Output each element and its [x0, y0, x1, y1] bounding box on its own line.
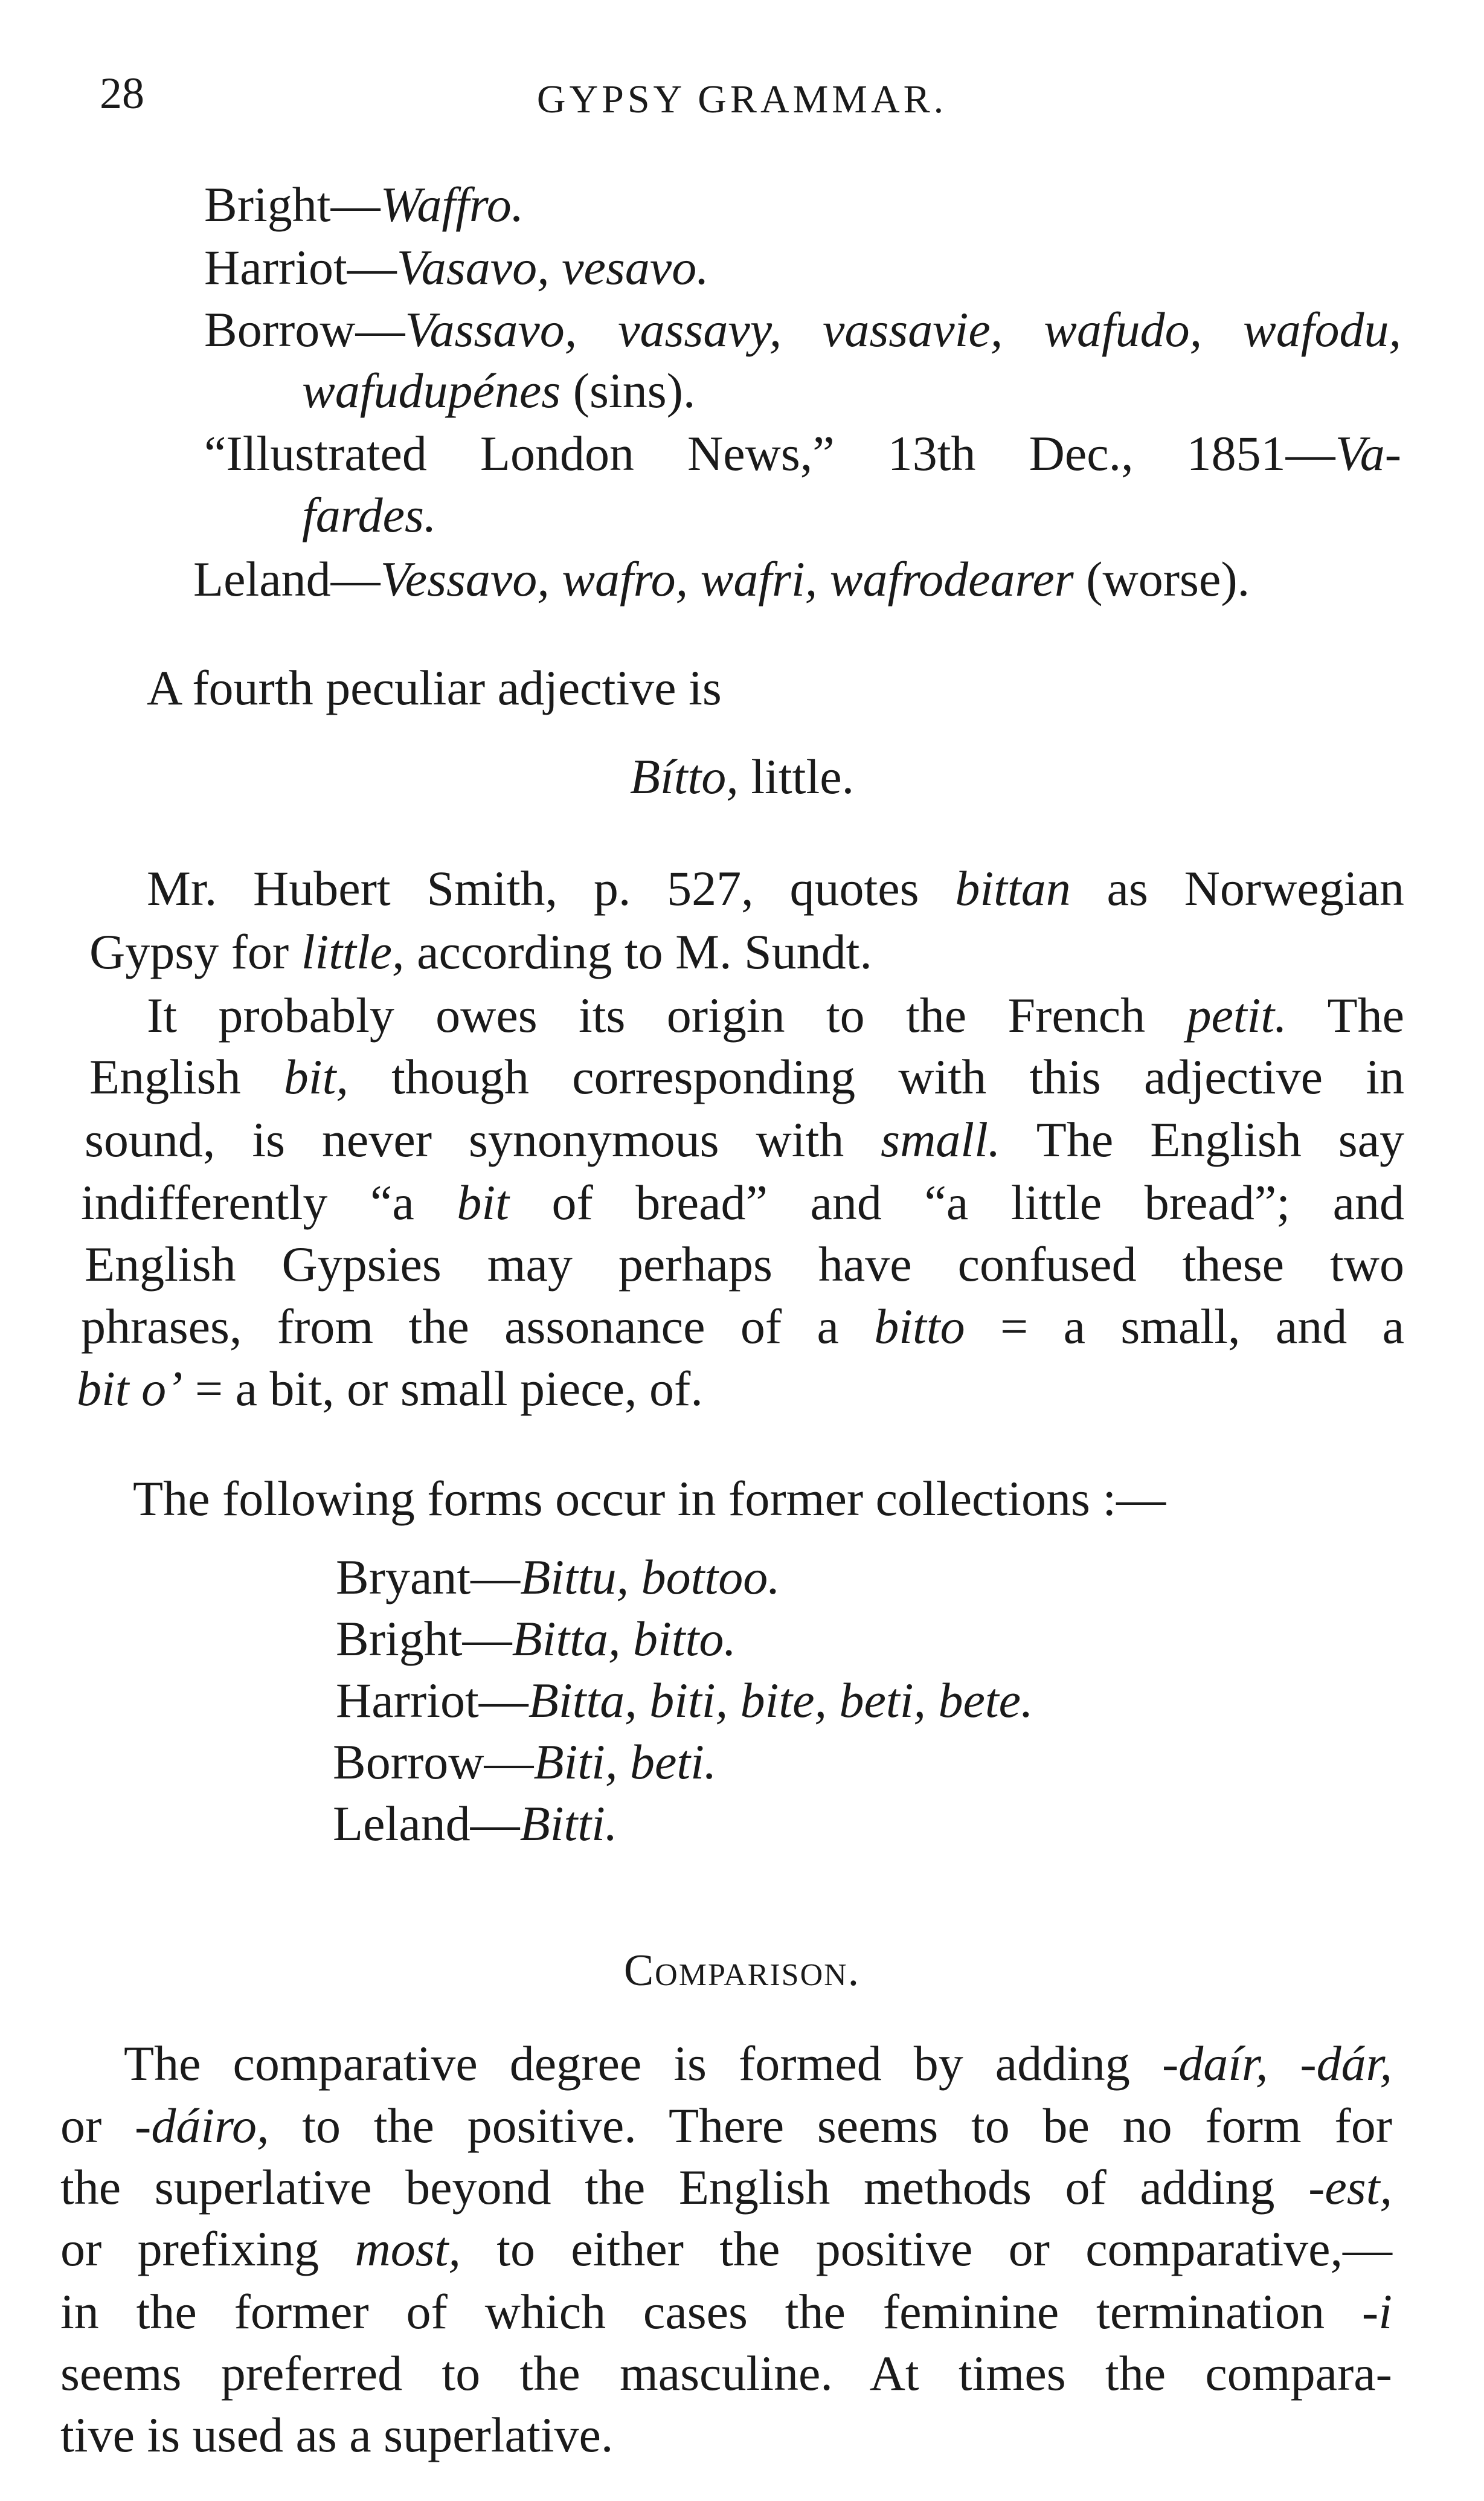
gypsy-forms: Vasavo, vesavo. — [396, 240, 709, 295]
running-title: GYPSY GRAMMAR. — [536, 77, 948, 121]
collector-name: Leland— — [333, 1796, 520, 1851]
italic-term: -est, — [1308, 2160, 1392, 2215]
text-line — [85, 1237, 1404, 1292]
intro-line: A fourth peculiar adjective is — [147, 660, 722, 715]
text-run: sound, is never synonymous with — [85, 1112, 881, 1167]
list-entry — [336, 1550, 780, 1605]
text-run: in the former of which cases the feminine termination — [60, 2284, 1362, 2339]
headword — [0, 749, 1484, 804]
gypsy-forms: Va- — [1335, 426, 1401, 481]
text-run: English Gypsies may perhaps have confused these two — [85, 1237, 1404, 1292]
text-line — [89, 924, 872, 979]
text-run: Gypsy for — [89, 924, 301, 979]
gypsy-forms: Bitta, biti, bite, beti, bete. — [528, 1673, 1033, 1728]
text-run: or prefixing — [60, 2221, 355, 2276]
italic-term: -i — [1361, 2284, 1392, 2339]
text-run: tive is used as a superlative. — [60, 2407, 614, 2462]
text-run: the superlative beyond the English methods of adding — [60, 2160, 1309, 2215]
gypsy-forms: wafudupénes — [302, 363, 561, 418]
gypsy-forms: fardes. — [302, 488, 437, 542]
page-number: 28 — [100, 69, 144, 118]
text-line — [77, 1361, 703, 1416]
list-entry — [204, 302, 1401, 357]
italic-term: bit — [457, 1175, 509, 1230]
headword-term: Bítto, — [629, 749, 739, 804]
collector-name: Leland— — [193, 552, 381, 607]
headword-gloss: little. — [738, 749, 855, 804]
list-entry-continuation — [302, 363, 696, 418]
italic-term: little, — [301, 924, 405, 979]
collector-name: Borrow— — [333, 1734, 534, 1789]
text-run: seems preferred to the masculine. At times the compara- — [60, 2346, 1392, 2401]
text-line — [60, 2160, 1392, 2215]
text-run: according to M. Sundt. — [404, 924, 872, 979]
gypsy-forms: Bitta, bitto. — [512, 1611, 736, 1666]
text-run: to the positive. There seems to be no form for — [269, 2098, 1393, 2153]
text-line — [60, 2221, 1392, 2276]
text-run: It probably owes its origin to the French — [147, 988, 1187, 1043]
text-run: of bread” and “a little bread”; and — [509, 1175, 1404, 1230]
italic-term: -daír, -dár, — [1161, 2036, 1393, 2091]
text-run: The comparative degree is formed by adding — [124, 2036, 1162, 2091]
text-line — [60, 2346, 1392, 2401]
gloss: (sins). — [561, 363, 696, 418]
text-run: Mr. Hubert Smith, p. 527, quotes — [147, 861, 956, 916]
list-entry — [333, 1796, 618, 1851]
collector-name: Harriot— — [336, 1673, 528, 1728]
gypsy-forms: Bitti. — [519, 1796, 618, 1851]
text-line — [147, 988, 1404, 1043]
text-line — [81, 1175, 1404, 1230]
list-entry — [336, 1673, 1033, 1728]
gypsy-forms: Vessavo, wafro, wafri, wafrodearer — [380, 552, 1074, 607]
italic-term: bittan — [955, 861, 1071, 916]
text-run: as Norwegian — [1070, 861, 1405, 916]
text-run: to either the positive or comparative,— — [460, 2221, 1392, 2276]
text-run: The English say — [1000, 1112, 1404, 1167]
text-run: indifferently “a — [81, 1175, 457, 1230]
gypsy-forms: Vassavo, vassavy, vassavie, wafudo, wafodu, — [405, 302, 1401, 357]
text-run: = a small, and a — [965, 1299, 1404, 1354]
italic-term: -dáiro, — [135, 2098, 269, 2153]
text-run: phrases, from the assonance of a — [81, 1299, 875, 1354]
italic-term: bitto — [874, 1299, 965, 1354]
section-heading: Comparison. — [623, 1946, 861, 1995]
gloss: (worse). — [1073, 552, 1250, 607]
italic-term: bit, — [283, 1049, 349, 1104]
italic-term: bit o’ — [77, 1361, 183, 1416]
gypsy-forms: Bittu, bottoo. — [520, 1550, 780, 1605]
collector-name: Bright— — [336, 1611, 512, 1666]
list-entry — [193, 552, 1250, 607]
text-line — [89, 1049, 1404, 1104]
list-entry — [204, 177, 524, 232]
gypsy-forms: Biti, beti. — [533, 1734, 717, 1789]
list-entry — [336, 1611, 736, 1666]
list-entry-continuation — [302, 488, 437, 542]
text-run: English — [89, 1049, 284, 1104]
italic-term: small. — [881, 1112, 1001, 1167]
list-entry — [333, 1734, 717, 1789]
list-entry — [204, 426, 1401, 481]
collector-name: Harriot— — [204, 240, 397, 295]
text-run: The — [1286, 988, 1404, 1043]
text-line — [85, 1112, 1404, 1167]
list-entry — [204, 240, 709, 295]
text-line — [81, 1299, 1404, 1354]
collector-name: Bright— — [204, 177, 381, 232]
collector-name: Borrow— — [204, 302, 405, 357]
italic-term: most, — [355, 2221, 461, 2276]
text-line — [60, 2098, 1393, 2153]
italic-term: petit. — [1186, 988, 1287, 1043]
text-run: = a bit, or small piece, of. — [182, 1361, 703, 1416]
gypsy-forms: Waffro. — [380, 177, 524, 232]
text-line — [124, 2036, 1393, 2091]
text-run: though corresponding with this adjective in — [348, 1049, 1404, 1104]
source-citation: “Illustrated London News,” 13th Dec., 1851— — [204, 426, 1335, 481]
text-line — [147, 861, 1405, 916]
text-line — [60, 2407, 614, 2462]
text-run: or — [60, 2098, 135, 2153]
collector-name: Bryant— — [336, 1550, 521, 1605]
text-line — [60, 2284, 1392, 2339]
intro-line-2: The following forms occur in former collections :— — [133, 1471, 1166, 1526]
